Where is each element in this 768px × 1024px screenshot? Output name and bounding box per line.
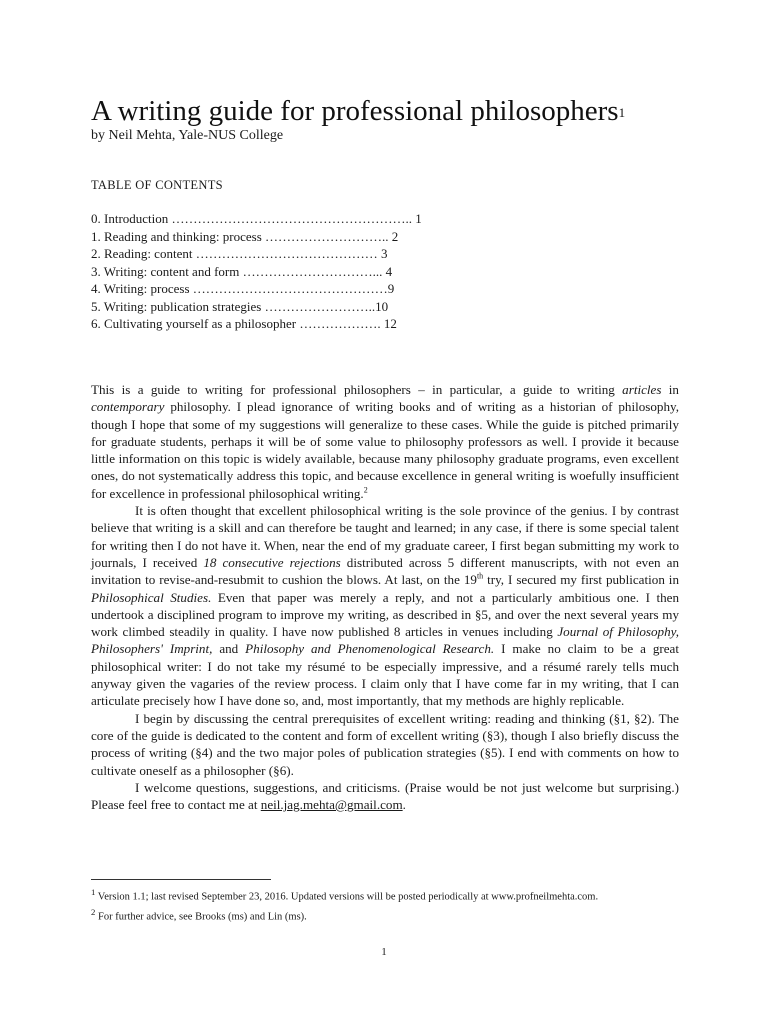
toc-entry-reading-content[interactable]: 2. Reading: content …………………………………… 3 — [91, 246, 388, 261]
toc-entry-reading-thinking[interactable]: 1. Reading and thinking: process ……………………….. 2 — [91, 228, 399, 244]
paragraph-overview: I begin by discussing the central prerequisites of excellent writing: reading and thinking (§1, §2). The core of the guide is dedicated to the content and form of excellent writing (§3), though I also briefly discuss the process of writing (§4) and the two major poles of publication strategies (§5). I end with comments on how to cultivate oneself as a philosopher (§6). — [91, 710, 679, 778]
footnote-1: $^1$ Version 1.1; last revised September 23, 2016. Updated versions will be posted periodically at www.profneilmehta.com. — [91, 887, 599, 903]
footnote-divider — [91, 879, 271, 880]
title-footnote-marker[interactable]: 1 — [618, 105, 626, 120]
email-link[interactable]: neil.jag.mehta@gmail.com — [260, 797, 403, 813]
toc-entry-writing-process[interactable]: 4. Writing: process ………………………………………9 — [91, 281, 395, 296]
toc-entry-cultivating[interactable]: 6. Cultivating yourself as a philosopher ………………. 12 — [91, 316, 397, 331]
toc-heading: TABLE OF CONTENTS — [91, 178, 223, 192]
page-number: 1 — [381, 946, 387, 958]
body-text — [91, 381, 679, 813]
toc-entry-publication-strategies[interactable]: 5. Writing: publication strategies ……………………..10 — [91, 298, 389, 314]
paragraph-intro: This is a guide to writing for professional philosophers – in particular, a guide to writing articles in contemporary philosophy. I plead ignorance of writing books and of writing as a historian of philosophy, though I hope that some of my suggestions will generalize to these cases. While the guide is pitched primarily for graduate students, perhaps it will be of some value to philosophy professors as well. I provide it because little information on this topic is widely available, because many philosophy graduate programs, even excellent ones, do not systematically address this topic, and because excellence in general writing is woefully insufficient for excellence in professional philosophical writing.$^2$ — [91, 382, 679, 501]
author-byline: by Neil Mehta, Yale-NUS College — [91, 128, 284, 143]
paragraph-writing-skill: It is often thought that excellent philosophical writing is the sole province of the genius. I by contrast believe that writing is a skill and can therefore be taught and learned; in any case, if there is some special talent for writing then I do not have it. When, near the end of my graduate career, I first began submitting my work to journals, I received 18 consecutive rejections distributed across 5 different manuscripts, with not even an invitation to revise-and-resubmit to cushion the blows. At last, on the 19th try, I secured my first publication in Philosophical Studies. Even that paper was merely a reply, and not a particularly ambitious one. I then undertook a disciplined program to improve my writing, as described in §5, and over the next several years my work climbed steadily in quality. I have now published 8 articles in venues including Journal of Philosophy, Philosophers' Imprint, and Philosophy and Phenomenological Research. I make no claim to be a great philosophical writer: I do not take my résumé to be especially impressive, and a résumé rarely tells much anyway given the vagaries of the review process. I claim only that I have come far in my writing, that I can articulate precisely how I have done so, and, most importantly, that my methods are highly replicable. — [91, 503, 679, 709]
footnote-marker-2[interactable]: 2 — [363, 485, 368, 495]
footnotes — [91, 885, 679, 925]
document-title: A writing guide for professional philosophers$^1$ — [91, 95, 626, 127]
paragraph-contact: I welcome questions, suggestions, and criticisms. (Praise would be not just welcome but surprising.) Please feel free to contact me at neil.jag.mehta@gmail.com. — [91, 779, 679, 813]
toc-entry-writing-content-form[interactable]: 3. Writing: content and form …………………………... 4 — [91, 263, 393, 279]
table-of-contents — [91, 210, 451, 333]
footnote-2: $^2$ For further advice, see Brooks (ms) and Lin (ms). — [91, 907, 307, 923]
toc-entry-introduction[interactable]: 0. Introduction ……………………………………………….. 1 — [91, 211, 422, 226]
